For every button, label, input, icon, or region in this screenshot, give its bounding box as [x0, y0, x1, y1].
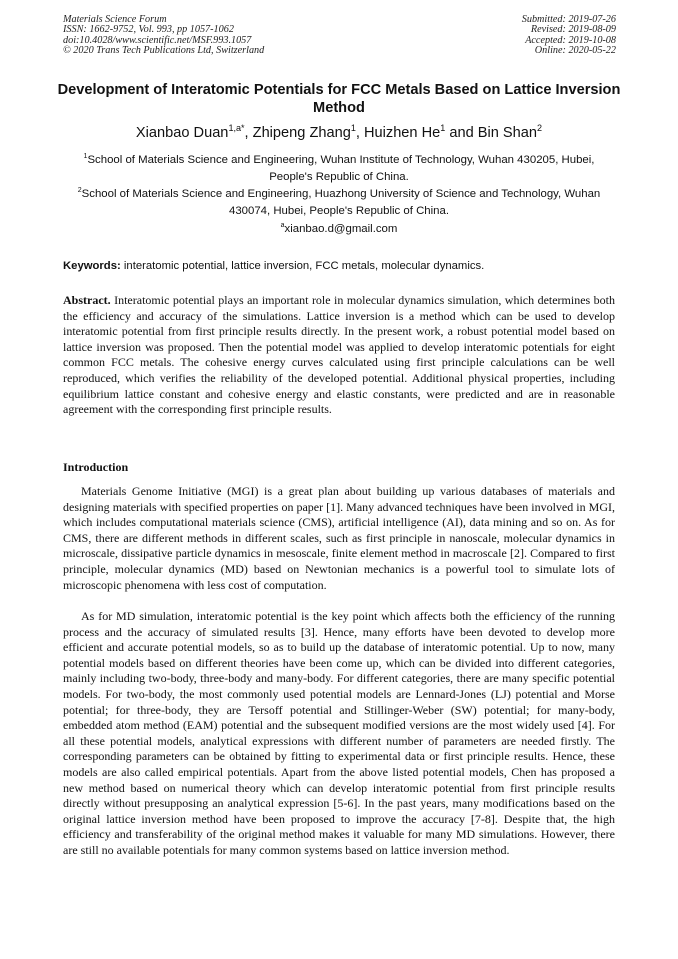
journal-doi[interactable]: doi:10.4028/www.scientific.net/MSF.993.1057 — [63, 34, 252, 46]
introduction-paragraph-1: Materials Genome Initiative (MGI) is a great plan about building up various databases of materials and designing materials with specified properties on paper [1]. Many advanced techniques have been involved in MGI, which includes computational materials science (CMS), artificial intelligence (AI), data mining and so on. As for CMS, there are different methods in different scales, such as first principle in nanoscale, molecular dynamics in microscale, dissipative particle dynamics in mesoscale, finite element method in macroscale [2]. Compared to first principle, molecular dynamics (MD) based on Newtonian mechanics is a powerful tool to simulate lots of microscopic phenomena with less cost of computation. — [63, 484, 615, 592]
author-name: Zhipeng Zhang — [252, 125, 351, 141]
author-separator: , — [355, 125, 364, 141]
date-revised: Revised: 2019-08-09 — [530, 24, 616, 36]
date-online: Online: 2020-05-22 — [534, 45, 616, 57]
author-affiliation-mark: 1 — [440, 123, 446, 134]
abstract — [63, 293, 615, 418]
author-name: Bin Shan — [477, 125, 538, 141]
author-affiliation-mark: 1 — [350, 123, 356, 134]
journal-header-right — [522, 15, 616, 57]
section-heading-introduction: Introduction — [63, 460, 129, 474]
contact-email — [56, 221, 622, 237]
affiliation-1 — [66, 152, 612, 185]
keywords — [63, 258, 615, 274]
author-name: Huizhen He — [364, 125, 441, 141]
author-separator: , — [244, 125, 253, 141]
affiliation-2 — [66, 186, 612, 219]
date-submitted: Submitted: 2019-07-26 — [521, 14, 616, 25]
journal-name: Materials Science Forum — [63, 14, 167, 25]
email-address[interactable]: xianbao.d@gmail.com — [284, 223, 398, 235]
keywords-label: Keywords: — [63, 260, 121, 272]
affiliation-mark: 1 — [83, 153, 88, 161]
affiliation-mark: 2 — [77, 187, 82, 195]
journal-issn: ISSN: 1662-9752, Vol. 993, pp 1057-1062 — [63, 24, 234, 36]
abstract-text: Interatomic potential plays an important role in molecular dynamics simulation, which determines both the efficiency and accuracy of the simulations. Lattice inversion is a method which can be used to develop interatomic potential from first principle results directly. In the present work, a robust potential model based on lattice inversion was proposed. Then the potential model was applied to develop interatomic potentials for eight common FCC metals. The cohesive energy curves calculated using first principle calculations can be well reproduced, which verifies the reliability of the developed potential. Additional physical properties, including equilibrium lattice constant and cohesive energy and elastic constants, were predicted and are in reasonable agreement with the corresponding first principle results. — [63, 293, 615, 417]
author-name: Xianbao Duan — [135, 125, 229, 141]
journal-copyright: © 2020 Trans Tech Publications Ltd, Switzerland — [63, 45, 265, 57]
affiliation-text: School of Materials Science and Engineering, Huazhong University of Science and Technology, Wuhan 430074, Hubei, People's Republic of China. — [81, 188, 601, 217]
journal-header-left — [63, 15, 264, 57]
affiliation-text: School of Materials Science and Engineering, Wuhan Institute of Technology, Wuhan 430205, Hubei, People's Republic of China. — [87, 154, 595, 183]
author-list — [56, 124, 622, 142]
author-affiliation-mark: 1,a* — [228, 123, 245, 134]
author-affiliation-mark: 2 — [537, 123, 543, 134]
abstract-label: Abstract. — [63, 293, 111, 307]
introduction-paragraph-2: As for MD simulation, interatomic potential is the key point which affects both the efficiency of the running process and the accuracy of simulated results [3]. Hence, many efforts have been devoted to develop more efficient and accurate potential models, so as to build up the database of interatomic potential. Up to now, many potential models based on different theories have been come up, which can be divided into different categories, mainly including two-body, three-body and many-body. For different categories, there are many specific potential models. For two-body, the most commonly used potential models are Lennard-Jones (LJ) potential and Morse potential; for three-body, they are Tersoff potential and Stillinger-Weber (SW) potential; for many-body, embedded atom method (EAM) potential and the subsequent modified versions are the most widely used [4]. For all these potential models, analytical expressions with different number of parameters are needed firstly. The corresponding parameters can be obtained by fitting to experimental data or first principle results. Hence, these models are also called empirical potentials. Apart from the above listed potential models, Chen has proposed a new method based on numerical theory which can develop interatomic potential from first principle results directly without presupposing an analytical expression [5-6]. In the past years, many modifications based on the original lattice inversion method have been proposed to improve the accuracy [7-8]. Despite that, the high efficiency and transferability of the original method makes it valuable for many MD simulations. However, there are still no available potentials for many common systems based on lattice inversion method. — [63, 609, 615, 857]
author-separator: and — [445, 125, 478, 141]
date-accepted: Accepted: 2019-10-08 — [525, 34, 616, 46]
keywords-text: interatomic potential, lattice inversion, FCC metals, molecular dynamics. — [120, 260, 485, 272]
paper-title: Development of Interatomic Potentials for FCC Metals Based on Lattice Inversion Method — [57, 82, 621, 116]
email-mark: a — [280, 222, 285, 230]
